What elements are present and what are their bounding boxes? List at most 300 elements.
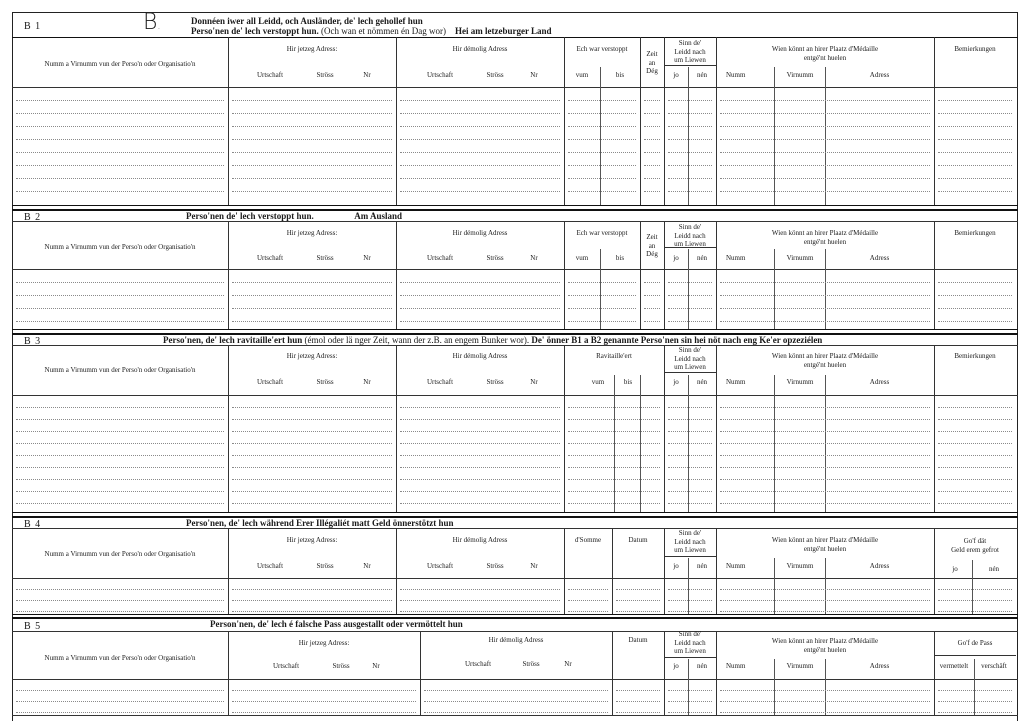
entry-line: [644, 321, 660, 322]
subcol-no: nén: [988, 565, 1000, 573]
entry-line: [938, 503, 1012, 504]
subheader-rule: [664, 65, 716, 66]
subcol-no: nén: [696, 562, 708, 570]
rule: [12, 329, 1018, 330]
subcol-street: Ströss: [486, 378, 504, 386]
section-divider: [12, 617, 1018, 619]
entry-line: [568, 600, 608, 601]
column-rule: [612, 631, 613, 715]
entry-line: [668, 191, 712, 192]
subcol-street: Ströss: [486, 71, 504, 79]
entry-line: [938, 611, 1012, 612]
entry-line: [400, 611, 560, 612]
entry-line: [232, 126, 392, 127]
column-rule: [228, 345, 229, 512]
entry-line: [568, 165, 636, 166]
column-rule: [228, 528, 229, 614]
subcol-town: Urtschaft: [256, 562, 284, 570]
entry-line: [668, 100, 712, 101]
entry-line: [568, 139, 636, 140]
col-current-address-header: Hir jetzeg Adress:: [286, 352, 338, 360]
entry-line: [400, 113, 560, 114]
entry-line: [938, 701, 1012, 702]
col-time-header: Zeit an Dég: [646, 50, 658, 75]
col-hidden-header: Ech war verstoppt: [576, 45, 628, 53]
col-passport-header: Go'f de Pass: [957, 639, 993, 647]
entry-line: [644, 113, 660, 114]
entry-line: [16, 503, 224, 504]
entry-line: [938, 443, 1012, 444]
rule: [12, 205, 1018, 206]
entry-line: [644, 139, 660, 140]
entry-line: [720, 455, 930, 456]
entry-line: [720, 589, 930, 590]
entry-line: [720, 443, 930, 444]
subcol-no: nén: [696, 254, 708, 262]
col-current-address-header: Hir jetzeg Adress:: [286, 536, 338, 544]
entry-line: [938, 479, 1012, 480]
entry-line: [938, 491, 1012, 492]
entry-line: [668, 165, 712, 166]
entry-line: [16, 191, 224, 192]
col-current-address-header: Hir jetzeg Adress:: [298, 639, 350, 647]
entry-line: [668, 467, 712, 468]
col-medal-header: Wien könnt an hirer Plaatz d'Médaille entgé'nt huelen: [771, 352, 879, 369]
subcol-surname: Virnumm: [786, 254, 814, 262]
rule: [12, 512, 1018, 513]
entry-line: [232, 503, 392, 504]
column-rule: [612, 528, 613, 614]
entry-line: [16, 467, 224, 468]
entry-line: [720, 308, 930, 309]
entry-line: [16, 126, 224, 127]
entry-line: [232, 295, 392, 296]
section-label: B 2: [24, 212, 42, 223]
column-rule: [228, 37, 229, 205]
entry-line: [644, 152, 660, 153]
entry-line: [400, 443, 560, 444]
entry-line: [720, 126, 930, 127]
rule: [12, 345, 1018, 346]
subheader-rule: [934, 655, 1016, 656]
entry-line: [616, 589, 660, 590]
entry-line: [568, 479, 660, 480]
col-time-header: Zeit an Dég: [646, 233, 658, 258]
entry-line: [400, 152, 560, 153]
column-rule: [716, 221, 717, 329]
col-date-header: Datum: [628, 636, 648, 644]
entry-line: [568, 113, 636, 114]
column-rule: [564, 528, 565, 614]
subcol-street: Ströss: [316, 71, 334, 79]
col-medal-header: Wien könnt an hirer Plaatz d'Médaille entgé'nt huelen: [771, 45, 879, 62]
entry-line: [668, 491, 712, 492]
subheader-rule: [664, 247, 716, 248]
section-title: Donnéen iwer all Leidd, och Ausländer, de' lech gehollef hun: [191, 16, 423, 26]
entry-line: [616, 712, 660, 713]
entry-line: [938, 282, 1012, 283]
subcol-town: Urtschaft: [426, 378, 454, 386]
entry-line: [16, 152, 224, 153]
entry-line: [232, 455, 392, 456]
entry-line: [938, 690, 1012, 691]
entry-line: [232, 165, 392, 166]
col-sum-header: d'Somme: [574, 536, 602, 544]
subcol-street: Ströss: [316, 562, 334, 570]
entry-line: [232, 600, 392, 601]
subcol-obtained: verschäft: [981, 662, 1007, 670]
column-rule: [774, 67, 775, 205]
subcol-from: vum: [575, 71, 589, 79]
entry-line: [400, 126, 560, 127]
entry-line: [644, 178, 660, 179]
entry-line: [938, 152, 1012, 153]
section-title: Perso'nen, de' lech während Erer Illégaliét matt Geld önnerstötzt hun: [186, 518, 454, 528]
column-rule: [664, 221, 665, 329]
entry-line: [400, 479, 560, 480]
entry-line: [16, 443, 224, 444]
col-suffered-header: Sinn de' Leidd nach um Liewen: [674, 39, 706, 64]
entry-line: [668, 503, 712, 504]
column-rule: [228, 221, 229, 329]
entry-line: [400, 282, 560, 283]
section-label: B 5: [24, 621, 42, 632]
entry-line: [232, 467, 392, 468]
entry-line: [720, 431, 930, 432]
entry-line: [232, 589, 392, 590]
subheader-rule: [664, 372, 716, 373]
section-label: B 1: [24, 21, 42, 32]
entry-line: [668, 443, 712, 444]
entry-line: [232, 690, 416, 691]
entry-line: [16, 491, 224, 492]
entry-line: [424, 690, 608, 691]
entry-line: [938, 407, 1012, 408]
column-rule: [774, 659, 775, 715]
entry-line: [16, 178, 224, 179]
subcol-nr: Nr: [372, 662, 380, 670]
entry-line: [668, 712, 712, 713]
subcol-town: Urtschaft: [256, 378, 284, 386]
entry-line: [568, 455, 660, 456]
entry-line: [16, 600, 224, 601]
subcol-nr: Nr: [530, 254, 538, 262]
subcol-address: Adress: [869, 71, 890, 79]
form-letter: B.: [143, 10, 161, 35]
col-name-header: Numm a Virnumm vun der Perso'n oder Organisatio'n: [44, 366, 196, 374]
subcol-yes: jo: [673, 254, 679, 262]
col-money-returned-header: Go'f dät Geld erem gefrot: [951, 537, 999, 554]
entry-line: [568, 152, 636, 153]
entry-line: [232, 479, 392, 480]
entry-line: [568, 611, 608, 612]
entry-line: [400, 178, 560, 179]
entry-line: [616, 600, 660, 601]
entry-line: [668, 152, 712, 153]
entry-line: [16, 100, 224, 101]
entry-line: [568, 431, 660, 432]
entry-line: [720, 419, 930, 420]
subcol-town: Urtschaft: [464, 660, 492, 668]
entry-line: [400, 491, 560, 492]
subheader-rule: [664, 556, 716, 557]
subcol-nr: Nr: [530, 378, 538, 386]
entry-line: [668, 479, 712, 480]
subcol-first-name: Numm: [726, 662, 746, 670]
entry-line: [232, 712, 416, 713]
column-rule: [716, 37, 717, 205]
entry-line: [568, 419, 660, 420]
subcol-yes: jo: [952, 565, 958, 573]
subcol-nr: Nr: [363, 71, 371, 79]
entry-line: [720, 701, 930, 702]
column-rule: [972, 560, 973, 614]
column-rule: [564, 345, 565, 512]
entry-line: [668, 178, 712, 179]
col-current-address-header: Hir jetzeg Adress:: [286, 45, 338, 53]
subcol-first-name: Numm: [726, 562, 746, 570]
entry-line: [16, 407, 224, 408]
entry-line: [16, 455, 224, 456]
rule: [12, 269, 1018, 270]
col-former-address-header: Hir démolig Adress: [488, 636, 544, 644]
column-rule: [934, 221, 935, 329]
section-title: Perso'nen de' lech verstoppt hun. Am Ausland: [186, 211, 403, 221]
column-rule: [688, 659, 689, 715]
subcol-first-name: Numm: [726, 254, 746, 262]
section-divider: [12, 209, 1018, 211]
section-label: B 4: [24, 519, 42, 530]
entry-line: [232, 191, 392, 192]
entry-line: [938, 113, 1012, 114]
entry-line: [668, 321, 712, 322]
entry-line: [720, 139, 930, 140]
col-name-header: Numm a Virnumm vun der Perso'n oder Organisatio'n: [44, 60, 196, 68]
entry-line: [568, 443, 660, 444]
rule: [12, 679, 1018, 680]
column-rule: [974, 659, 975, 715]
entry-line: [400, 503, 560, 504]
entry-line: [568, 589, 608, 590]
column-rule: [774, 249, 775, 329]
entry-line: [424, 712, 608, 713]
column-rule: [396, 221, 397, 329]
entry-line: [938, 467, 1012, 468]
subcol-yes: jo: [673, 71, 679, 79]
entry-line: [568, 491, 660, 492]
col-remarks-header: Bemierkungen: [954, 45, 996, 53]
entry-line: [720, 503, 930, 504]
section-subtitle: Perso'nen de' lech verstoppt hun. (Och wan et nömmen én Dag wor) Hei am letzeburger Land: [191, 26, 552, 36]
col-former-address-header: Hir démolig Adress: [452, 352, 508, 360]
entry-line: [720, 295, 930, 296]
subcol-nr: Nr: [564, 660, 572, 668]
subcol-address: Adress: [869, 378, 890, 386]
subcol-surname: Virnumm: [786, 378, 814, 386]
entry-line: [668, 690, 712, 691]
entry-line: [938, 455, 1012, 456]
entry-line: [644, 100, 660, 101]
col-former-address-header: Hir démolig Adress: [452, 229, 508, 237]
col-supplied-header: Ravitaille'ert: [596, 352, 632, 360]
entry-line: [424, 701, 608, 702]
entry-line: [400, 407, 560, 408]
entry-line: [232, 139, 392, 140]
col-remarks-header: Bemierkungen: [954, 352, 996, 360]
subcol-town: Urtschaft: [256, 71, 284, 79]
entry-line: [720, 100, 930, 101]
column-rule: [420, 631, 421, 715]
column-rule: [825, 67, 826, 205]
rule: [12, 715, 1018, 716]
entry-line: [400, 308, 560, 309]
column-rule: [934, 631, 935, 715]
column-rule: [600, 67, 601, 205]
entry-line: [938, 165, 1012, 166]
entry-line: [720, 321, 930, 322]
subheader-rule: [664, 657, 716, 658]
column-rule: [688, 558, 689, 614]
entry-line: [232, 491, 392, 492]
entry-line: [568, 321, 636, 322]
entry-line: [232, 419, 392, 420]
entry-line: [400, 589, 560, 590]
subcol-no: nén: [696, 662, 708, 670]
entry-line: [668, 139, 712, 140]
entry-line: [720, 165, 930, 166]
entry-line: [938, 419, 1012, 420]
entry-line: [568, 295, 636, 296]
entry-line: [400, 600, 560, 601]
entry-line: [232, 321, 392, 322]
entry-line: [668, 419, 712, 420]
entry-line: [668, 282, 712, 283]
entry-line: [668, 407, 712, 408]
entry-line: [668, 431, 712, 432]
subcol-town: Urtschaft: [426, 254, 454, 262]
subcol-street: Ströss: [332, 662, 350, 670]
section-label: B 3: [24, 336, 42, 347]
entry-line: [668, 308, 712, 309]
subcol-street: Ströss: [316, 254, 334, 262]
subcol-first-name: Numm: [726, 378, 746, 386]
entry-line: [232, 282, 392, 283]
entry-line: [720, 467, 930, 468]
entry-line: [644, 126, 660, 127]
subcol-surname: Virnumm: [786, 562, 814, 570]
entry-line: [400, 100, 560, 101]
entry-line: [720, 600, 930, 601]
column-rule: [825, 659, 826, 715]
entry-line: [720, 282, 930, 283]
entry-line: [16, 308, 224, 309]
column-rule: [934, 345, 935, 512]
entry-line: [16, 165, 224, 166]
subcol-yes: jo: [673, 378, 679, 386]
section-title: Person'nen, de' lech é falsche Pass ausgestallt oder vermöttelt hun: [210, 619, 463, 629]
entry-line: [16, 479, 224, 480]
col-former-address-header: Hir démolig Adress: [452, 536, 508, 544]
col-medal-header: Wien könnt an hirer Plaatz d'Médaille entgé'nt huelen: [771, 229, 879, 246]
entry-line: [644, 295, 660, 296]
subcol-street: Ströss: [522, 660, 540, 668]
column-rule: [564, 221, 565, 329]
column-rule: [664, 631, 665, 715]
col-name-header: Numm a Virnumm vun der Perso'n oder Organisatio'n: [44, 654, 196, 662]
entry-line: [568, 503, 660, 504]
subcol-town: Urtschaft: [426, 562, 454, 570]
entry-line: [616, 701, 660, 702]
column-rule: [825, 249, 826, 329]
column-rule: [664, 528, 665, 614]
subcol-street: Ströss: [316, 378, 334, 386]
entry-line: [400, 455, 560, 456]
rule: [12, 614, 1018, 615]
entry-line: [938, 139, 1012, 140]
entry-line: [568, 178, 636, 179]
column-rule: [934, 37, 935, 205]
entry-line: [644, 165, 660, 166]
entry-line: [720, 690, 930, 691]
col-suffered-header: Sinn de' Leidd nach um Liewen: [674, 630, 706, 655]
col-current-address-header: Hir jetzeg Adress:: [286, 229, 338, 237]
subcol-from: vum: [575, 254, 589, 262]
subcol-to: bis: [615, 254, 625, 262]
rule: [12, 395, 1018, 396]
entry-line: [16, 139, 224, 140]
entry-line: [720, 491, 930, 492]
entry-line: [720, 191, 930, 192]
column-rule: [664, 37, 665, 205]
entry-line: [568, 282, 636, 283]
rule: [12, 578, 1018, 579]
entry-line: [668, 701, 712, 702]
column-rule: [688, 249, 689, 329]
entry-line: [644, 282, 660, 283]
entry-line: [16, 690, 224, 691]
entry-line: [400, 431, 560, 432]
entry-line: [668, 455, 712, 456]
entry-line: [568, 191, 636, 192]
col-suffered-header: Sinn de' Leidd nach um Liewen: [674, 529, 706, 554]
col-remarks-header: Bemierkungen: [954, 229, 996, 237]
column-rule: [716, 528, 717, 614]
entry-line: [644, 191, 660, 192]
entry-line: [16, 431, 224, 432]
column-rule: [716, 345, 717, 512]
subcol-nr: Nr: [530, 71, 538, 79]
column-rule: [688, 67, 689, 205]
entry-line: [720, 712, 930, 713]
subcol-surname: Virnumm: [786, 662, 814, 670]
subcol-nr: Nr: [363, 254, 371, 262]
section-title: Perso'nen, de' lech ravitaille'ert hun (émol oder lä nger Zeit, wann der z.B. an engem Bunker wor). De' önner B1 a B2 genannte Perso'nen sin hei nöt nach eng Ke'er opzeziélen: [163, 335, 823, 345]
column-rule: [396, 528, 397, 614]
column-rule: [716, 631, 717, 715]
entry-line: [938, 600, 1012, 601]
entry-line: [668, 600, 712, 601]
rule: [12, 528, 1018, 529]
column-rule: [600, 249, 601, 329]
subcol-town: Urtschaft: [272, 662, 300, 670]
col-suffered-header: Sinn de' Leidd nach um Liewen: [674, 346, 706, 371]
entry-line: [568, 407, 660, 408]
entry-line: [720, 479, 930, 480]
entry-line: [16, 611, 224, 612]
entry-line: [16, 282, 224, 283]
subcol-nr: Nr: [530, 562, 538, 570]
col-name-header: Numm a Virnumm vun der Perso'n oder Organisatio'n: [44, 550, 196, 558]
